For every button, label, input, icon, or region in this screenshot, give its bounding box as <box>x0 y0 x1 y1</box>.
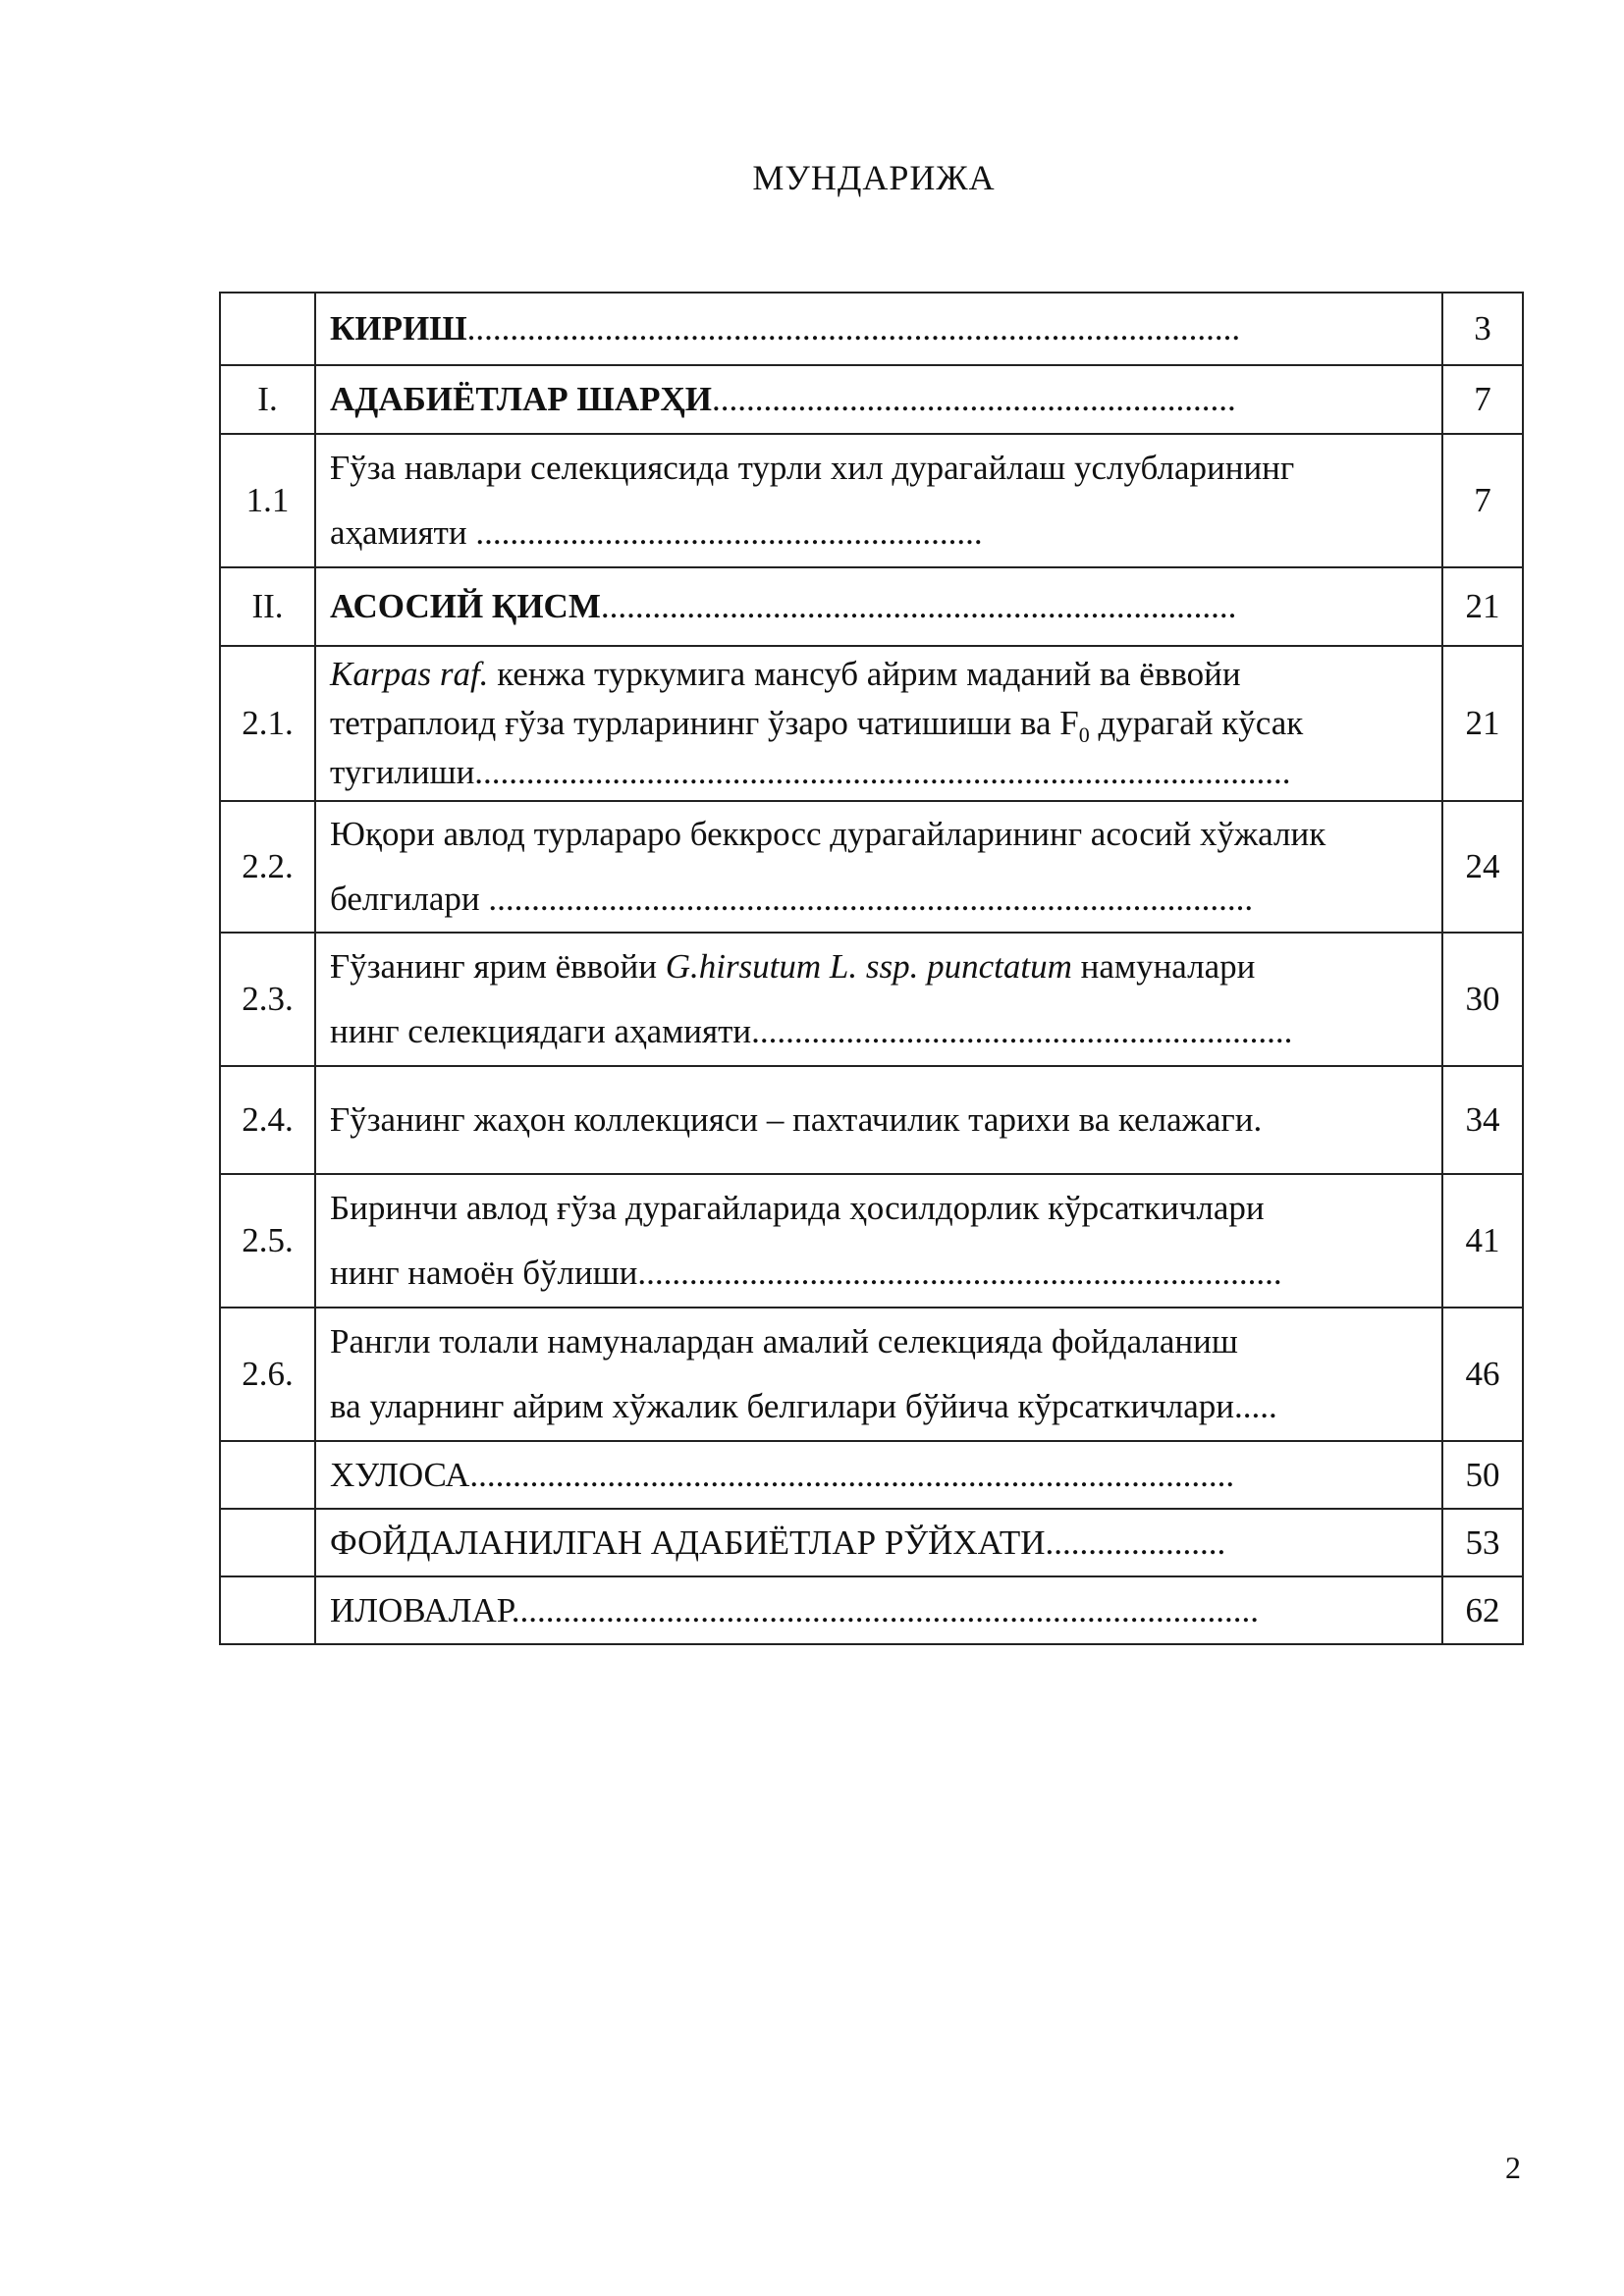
toc-row-2-2 <box>220 801 1523 933</box>
page-title: МУНДАРИЖА <box>752 158 996 197</box>
toc-title-line: Юқори авлод турлараро беккросс дурагайларининг асосий хўжалик <box>330 815 1326 853</box>
toc-title-line: нинг намоён бўлиши........................................................................... <box>330 1254 1282 1292</box>
toc-number: 2.3. <box>220 933 315 1066</box>
toc-page: 50 <box>1442 1441 1523 1509</box>
toc-title-line: белгилари ......................................................................................... <box>330 880 1254 918</box>
toc-title-line: Рангли толали намуналардан амалий селекцияда фойдаланиш <box>330 1322 1238 1361</box>
toc-row-2-1 <box>220 646 1523 801</box>
page-number: 2 <box>1505 2150 1521 2185</box>
toc-row-references <box>220 1509 1523 1576</box>
toc-title-line: Ғўза навлари селекциясида турли хил дурагайлаш услубларининг <box>330 449 1295 487</box>
toc-title-line: Биринчи авлод ғўза дурагайларида ҳосилдорлик кўрсаткичлари <box>330 1189 1265 1227</box>
toc-title-line: аҳамияти ........................................................... <box>330 513 983 552</box>
toc-number <box>220 1441 315 1509</box>
toc-title-line: тетраплоид ғўза турларининг ўзаро чатишиши ва $F_0$ дурагай кўсак <box>330 704 1304 747</box>
toc-title-line: Ғўзанинг жаҳон коллекцияси – пахтачилик тарихи ва келажаги. <box>330 1100 1263 1139</box>
toc-heading: КИРИШ <box>330 309 467 347</box>
toc-title-line: тугилиши............................................................................................... <box>330 753 1291 791</box>
toc-title-line: нинг селекциядаги аҳамияти............................................................... <box>330 1012 1293 1050</box>
toc-page: 30 <box>1442 933 1523 1066</box>
toc-page: 46 <box>1442 1308 1523 1441</box>
toc-title <box>315 365 1442 434</box>
taxon-name: Karpas raf. <box>330 655 489 693</box>
toc-row-appendices <box>220 1576 1523 1644</box>
taxon-name: G.hirsutum L. ssp. punctatum <box>665 947 1072 986</box>
toc-number: 2.4. <box>220 1066 315 1174</box>
toc-page: 21 <box>1442 646 1523 801</box>
toc-page: 3 <box>1442 293 1523 365</box>
toc-leader-dots: .......................................................................................... <box>466 309 1241 347</box>
toc-number: 2.1. <box>220 646 315 801</box>
toc-title <box>315 1066 1442 1174</box>
toc-number: 2.5. <box>220 1174 315 1308</box>
toc-heading: АДАБИЁТЛАР ШАРҲИ <box>330 380 713 418</box>
toc-page: 24 <box>1442 801 1523 933</box>
toc-title-line: Karpas raf. кенжа туркумига мансуб айрим маданий ва ёввойи <box>330 655 1241 693</box>
toc-row-2-4 <box>220 1066 1523 1174</box>
toc-title <box>315 801 1442 933</box>
toc-row-intro <box>220 293 1523 365</box>
toc-row-1-1 <box>220 434 1523 567</box>
toc-number: 1.1 <box>220 434 315 567</box>
toc-title <box>315 434 1442 567</box>
toc-title <box>315 567 1442 646</box>
toc-page: 7 <box>1442 365 1523 434</box>
toc-title-line: ва уларнинг айрим хўжалик белгилари бўйича кўрсаткичлари..... <box>330 1387 1277 1425</box>
toc-page: 34 <box>1442 1066 1523 1174</box>
toc-row-chapter-1 <box>220 365 1523 434</box>
toc-title-line: Ғўзанинг ярим ёввойи G.hirsutum L. ssp. punctatum намуналари <box>330 947 1256 986</box>
toc-page: 53 <box>1442 1509 1523 1576</box>
toc-row-2-6 <box>220 1308 1523 1441</box>
subscript: 0 <box>1078 722 1090 747</box>
toc-heading: АСОСИЙ ҚИСМ <box>330 587 601 625</box>
table-of-contents <box>219 292 1524 1645</box>
toc-leader-dots: ............................................................. <box>712 380 1236 418</box>
toc-page: 7 <box>1442 434 1523 567</box>
toc-title: ФОЙДАЛАНИЛГАН АДАБИЁТЛАР РЎЙХАТИ..................... <box>315 1509 1442 1576</box>
toc-title: ХУЛОСА......................................................................................... <box>315 1441 1442 1509</box>
toc-title <box>315 1174 1442 1308</box>
toc-number: 2.2. <box>220 801 315 933</box>
toc-title <box>315 1308 1442 1441</box>
toc-page: 62 <box>1442 1576 1523 1644</box>
toc-number: II. <box>220 567 315 646</box>
toc-row-2-3 <box>220 933 1523 1066</box>
toc-title: ИЛОВАЛАР....................................................................................... <box>315 1576 1442 1644</box>
toc-number <box>220 1509 315 1576</box>
toc-row-2-5 <box>220 1174 1523 1308</box>
toc-number: I. <box>220 365 315 434</box>
toc-title <box>315 293 1442 365</box>
toc-title <box>315 933 1442 1066</box>
toc-leader-dots: .......................................................................... <box>600 587 1237 625</box>
toc-number: 2.6. <box>220 1308 315 1441</box>
toc-title <box>315 646 1442 801</box>
toc-page: 41 <box>1442 1174 1523 1308</box>
toc-row-conclusion <box>220 1441 1523 1509</box>
toc-page: 21 <box>1442 567 1523 646</box>
toc-row-chapter-2 <box>220 567 1523 646</box>
toc-number <box>220 1576 315 1644</box>
toc-number <box>220 293 315 365</box>
